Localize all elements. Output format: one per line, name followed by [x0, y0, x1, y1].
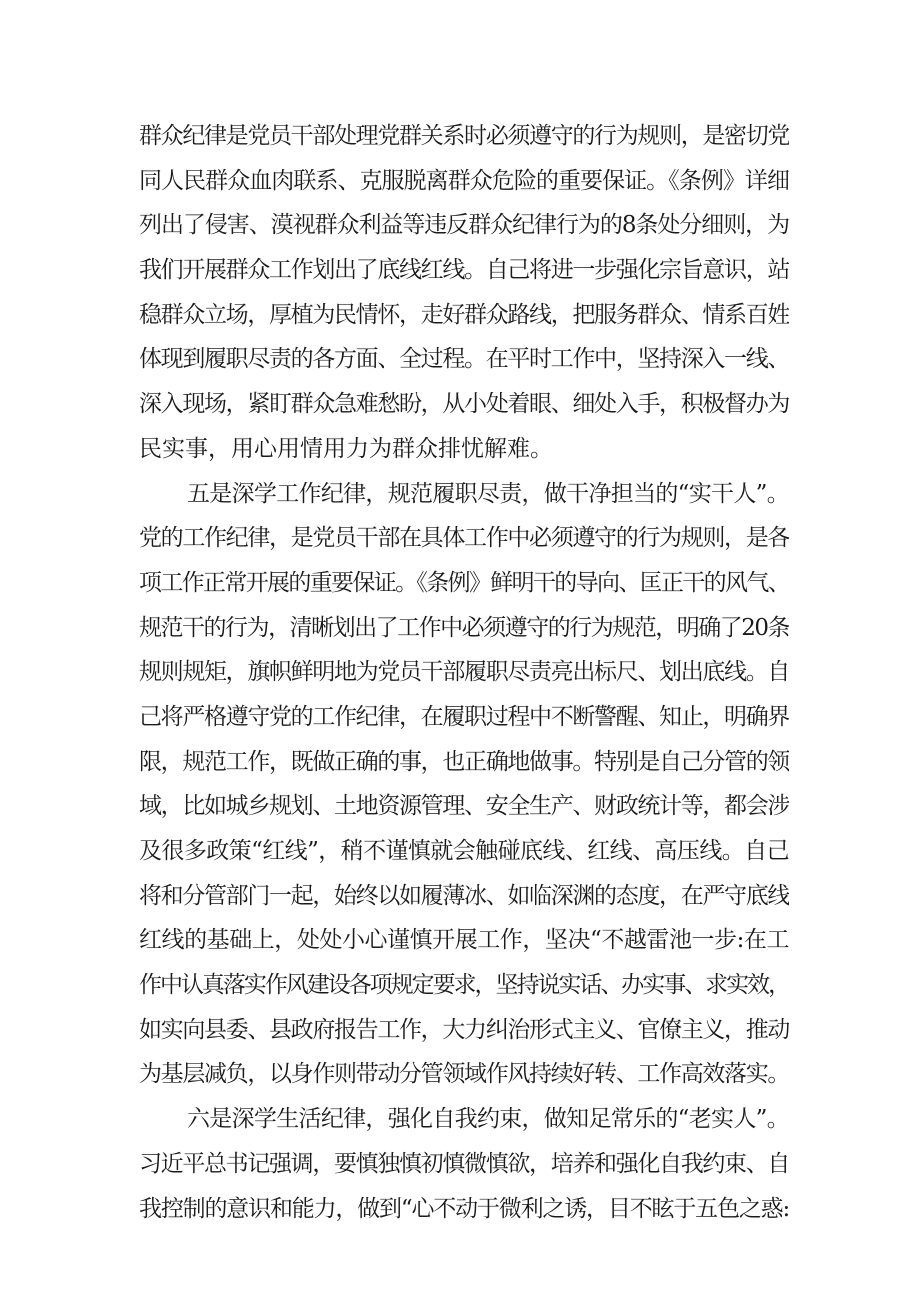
text-line: 规则规矩，旗帜鲜明地为党员干部履职尽责亮出标尺、划出底线。自 [139, 659, 789, 686]
text-line: 规范干的行为，清晰划出了工作中必须遵守的行为规范，明确了20条 [139, 614, 789, 641]
text-line: 同人民群众血肉联系、克服脱离群众危险的重要保证。《条例》详细 [139, 167, 789, 194]
text-line: 域，比如城乡规划、土地资源管理、安全生产、财政统计等，都会涉 [139, 793, 789, 820]
text-line: 党的工作纪律，是党员干部在具体工作中必须遵守的行为规则，是各 [139, 525, 789, 552]
text-line: 习近平总书记强调，要慎独慎初慎微慎欲，培养和强化自我约束、自 [139, 1150, 789, 1177]
text-line: 我们开展群众工作划出了底线红线。自己将进一步强化宗旨意识，站 [139, 257, 789, 284]
document-body [139, 114, 789, 1231]
text-line: 限，规范工作，既做正确的事，也正确地做事。特别是自己分管的领 [139, 748, 789, 775]
text-line: 为基层减负，以身作则带动分管领域作风持续好转、工作高效落实。 [139, 1061, 789, 1088]
text-line: 六是深学生活纪律，强化自我约束，做知足常乐的“老实人”。 [187, 1106, 789, 1133]
text-line: 民实事，用心用情用力为群众排忧解难。 [139, 435, 553, 462]
text-line: 项工作正常开展的重要保证。《条例》鲜明干的导向、匡正干的风气、 [139, 569, 789, 596]
text-line: 及很多政策“红线”，稍不谨慎就会触碰底线、红线、高压线。自己 [139, 838, 789, 864]
text-line: 群众纪律是党员干部处理党群关系时必须遵守的行为规则，是密切党 [139, 123, 789, 149]
text-line: 我控制的意识和能力，做到“心不动于微利之诱，目不眩于五色之惑: [139, 1195, 789, 1222]
text-line: 五是深学工作纪律，规范履职尽责，做干净担当的“实干人”。 [187, 480, 789, 507]
text-line: 红线的基础上，处处小心谨慎开展工作，坚决“不越雷池一步:在工 [139, 927, 789, 954]
text-line: 深入现场，紧盯群众急难愁盼，从小处着眼、细处入手，积极督办为 [139, 391, 789, 418]
text-line: 如实向县委、县政府报告工作，大力纠治形式主义、官僚主义，推动 [139, 1016, 789, 1043]
text-line: 作中认真落实作风建设各项规定要求，坚持说实话、办实事、求实效， [139, 972, 789, 999]
text-line: 列出了侵害、漠视群众利益等违反群众纪律行为的8条处分细则，为 [139, 212, 789, 239]
text-line: 将和分管部门一起，始终以如履薄冰、如临深渊的态度，在严守底线 [139, 882, 789, 909]
text-line: 稳群众立场，厚植为民情怀，走好群众路线，把服务群众、情系百姓 [139, 301, 789, 328]
text-line: 体现到履职尽责的各方面、全过程。在平时工作中，坚持深入一线、 [139, 346, 789, 373]
text-line: 己将严格遵守党的工作纪律，在履职过程中不断警醒、知止，明确界 [139, 703, 789, 730]
